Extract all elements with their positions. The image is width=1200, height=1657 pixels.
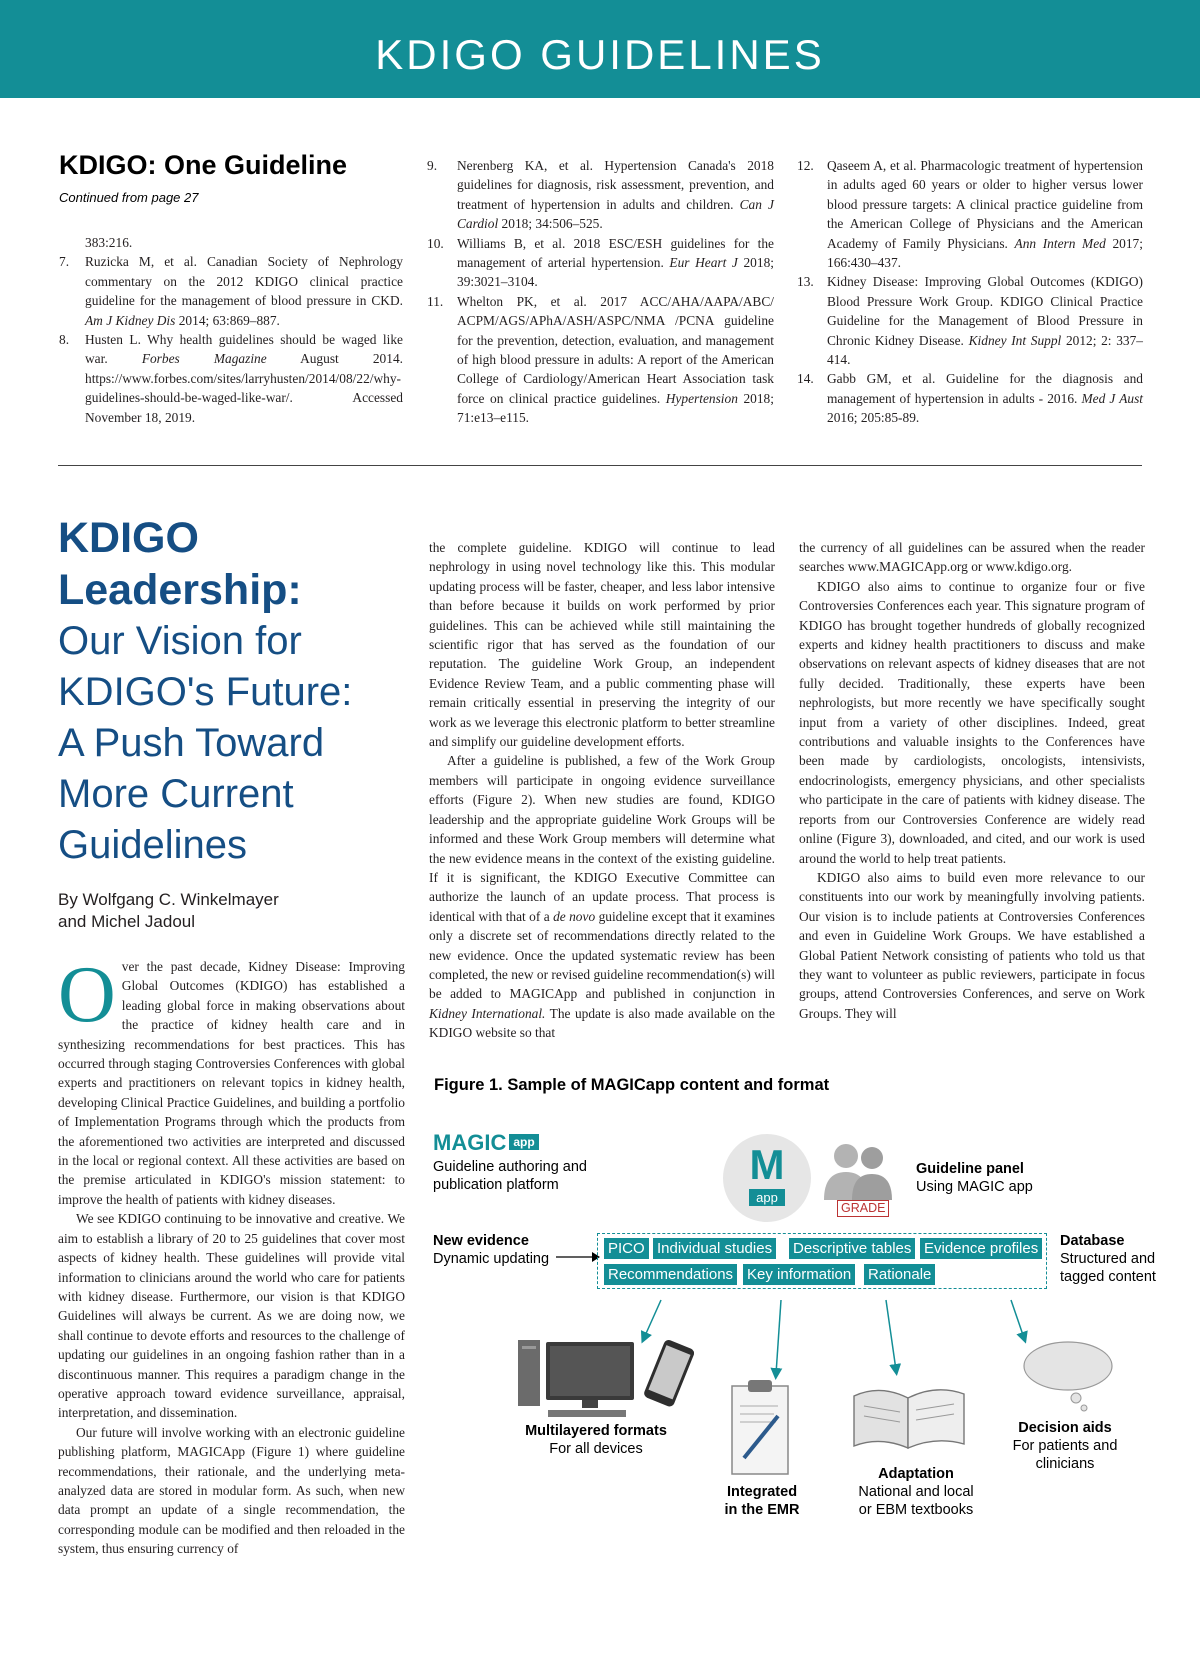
reference-item: 13. Kidney Disease: Improving Global Outcomes (KDIGO) Blood Pressure Work Group. KDIGO Clinical Practice Guideline for the Management of Blood Pressure in Chronic Kidney Disease. Kidney Int Suppl 2012; 2: 337–414.: [797, 274, 1143, 368]
magic-logo: MAGIC app: [433, 1130, 539, 1156]
reference-item: 8. Husten L. Why health guidelines should be waged like war. Forbes Magazine August 2014. https://www.forbes.com/sites/larryhusten/2014/08/22/why-guidelines-should-be-waged-like-war/. Accessed November 18, 2019.: [59, 332, 403, 425]
figure-title: Figure 1. Sample of MAGICapp content and format: [434, 1076, 830, 1094]
banner-title: KDIGO GUIDELINES: [375, 31, 825, 78]
tag-individual-studies: Individual studies: [653, 1238, 776, 1259]
reference-item: 9. Nerenberg KA, et al. Hypertension Canada's 2018 guidelines for diagnosis, risk assessment, prevention, and treatment of hypertension in adults and children. Can J Cardiol 2018; 34:506–525.: [427, 158, 774, 232]
section-divider: [58, 465, 1142, 466]
clipboard-icon: [730, 1380, 790, 1476]
reference-continuation: 383:216.: [85, 235, 133, 250]
thought-cloud-icon: [1016, 1336, 1120, 1414]
grade-label: GRADE: [837, 1200, 889, 1217]
new-evidence-label: New evidence Dynamic updating: [433, 1233, 550, 1267]
article-title: KDIGO Leadership: Our Vision for KDIGO's Future: A Push Toward More Current Guidelines: [58, 514, 353, 867]
tag-pico: PICO: [604, 1238, 649, 1259]
article-paragraph: KDIGO also aims to build even more relevance to our constituents into our work by meaningfully involving patients. Our vision is to include patients at Controversies Conferences and even in Guideline Work Groups. We have established a Global Patient Network consisting of patients who told us that they want to volunteer as public reviewers, participate in focus groups, attend Controversies Conferences, and serve on Work Groups. They will: [799, 869, 1145, 1021]
article-paragraph: Over the past decade, Kidney Disease: Improving Global Outcomes (KDIGO) has established a leading global force in making observations about the practice of kidney health care and in synthesizing recommendations for best practices. This has occurred through staging Controversies Conferences with global experts and practitioners on relevant topics in kidney health, developing Clinical Practice Guidelines, and building a portfolio of Implementation Programs through which the products from the aforementioned two activities are interpreted and discussed in the local or regional context. All these activities are based on the premise articulated in KDIGO's mission statement: to improve the health of patients with kidney diseases.: [58, 951, 405, 1207]
tag-descriptive-tables: Descriptive tables: [789, 1238, 915, 1259]
references-column-1: [59, 233, 403, 427]
app-badge: app: [749, 1189, 785, 1206]
devices-icon: [518, 1336, 694, 1420]
guideline-panel-label: Guideline panel Using MAGIC app: [916, 1161, 1033, 1195]
reference-item: 10. Williams B, et al. 2018 ESC/ESH guidelines for the management of arterial hypertension. Eur Heart J 2018; 39:3021–3104.: [427, 235, 774, 290]
integrated-emr-label: Integrated in the EMR: [724, 1484, 800, 1518]
arrow-icon: [556, 1250, 600, 1264]
drop-cap: O: [58, 951, 116, 1039]
continued-note: Continued from page 27: [59, 190, 199, 205]
article-column-2: [429, 538, 775, 1043]
people-icon: [822, 1140, 894, 1202]
tag-key-information: Key information: [743, 1264, 855, 1285]
platform-description: Guideline authoring and publication platform: [433, 1159, 587, 1193]
section-title: KDIGO: One Guideline: [59, 150, 348, 180]
adaptation-label: Adaptation National and local or EBM textbooks: [858, 1466, 974, 1518]
m-letter: M: [749, 1141, 785, 1188]
article-paragraph: the currency of all guidelines can be assured when the reader searches www.MAGICApp.org or www.kdigo.org.: [799, 540, 1145, 575]
byline: By Wolfgang C. Winkelmayer and Michel Jadoul: [58, 890, 279, 931]
tag-rationale: Rationale: [864, 1264, 935, 1285]
article-paragraph: KDIGO also aims to continue to organize four or five Controversies Conferences each year. This signature program of KDIGO has brought together hundreds of globally recognized experts and kidney health practitioners to discuss and make observations on relevant aspects of kidney diseases that are not fully decided. Traditionally, these experts have been nephrologists, but more recently we have specifically sought input from a variety of other disciplines. Indeed, great contributions and valuable insights to the Conferences have been made by cardiologists, oncologists, intensivists, endocrinologists, emergency physicians, and other specialists who participate in the care of patients with kidney disease. The reports from our Controversies Conference are widely read online (Figure 3), downloaded, and cited, and our work is used around the world to help treat patients.: [799, 578, 1145, 866]
tag-evidence-profiles: Evidence profiles: [920, 1238, 1042, 1259]
multilayered-formats-label: Multilayered formats For all devices: [525, 1423, 667, 1457]
database-label: Database Structured and tagged content: [1060, 1233, 1156, 1285]
reference-item: 11. Whelton PK, et al. 2017 ACC/AHA/AAPA/ABC/ ACPM/AGS/APhA/ASH/ASPC/NMA /PCNA guideline for the prevention, detection, evaluation, and management of high blood pressure in adults: A report of the American College of Cardiology/American Heart Association task force on clinical practice guidelines. Hypertension 2018; 71:e13–e115.: [427, 293, 774, 426]
article-paragraph: After a guideline is published, a few of the Work Group members will participate in ongoing evidence surveillance efforts (Figure 2). When new studies are found, KDIGO leadership and the appropriate guideline Work Groups will be informed and these Work Group members will determine what the new evidence means in the context of the existing guideline. If it is significant, the KDIGO Executive Committee can authorize the launch of an update process. That process is identical with that of a de novo guideline except that it examines only a discrete set of recommendations directly related to the new evidence. Once the updated systematic review has been completed, the new or revised guideline recommendation(s) will be added to MAGICApp and published in conjunction in Kidney International. The update is also made available on the KDIGO website so that: [429, 753, 776, 1041]
article-paragraph: Our future will involve working with an electronic guideline publishing platform, MAGICApp (Figure 1) where guideline recommendations, their rationale, and the underlying meta-analyzed data are stored in modular form. As such, when new data prompt an update of a single recommendation, the corresponding module can be modified and then reloaded in the system, thus ensuring currency of: [58, 1424, 405, 1557]
reference-item: 7. Ruzicka M, et al. Canadian Society of Nephrology commentary on the 2012 KDIGO clinical practice guideline for the management of blood pressure in CKD. Am J Kidney Dis 2014; 63:869–887.: [59, 254, 403, 328]
article-paragraph: the complete guideline. KDIGO will continue to lead nephrology in using novel technology like this. This modular updating process will be faster, cheaper, and less labor intensive than before because it builds on work performed by prior guidelines. This can be achieved while still maintaining the scientific rigor that has served as the foundation of our reputation. The guideline Work Group, an independent Evidence Review Team, and a public commenting phase will remain critically essential in preserving the integrity of our work as we leverage this electronic platform to better streamline and simplify our guideline development efforts.: [429, 540, 775, 750]
book-icon: [850, 1382, 968, 1452]
reference-item: 12. Qaseem A, et al. Pharmacologic treatment of hypertension in adults aged 60 years or older to higher versus lower blood pressure targets: A clinical practice guideline from the American College of Physicians and the American Academy of Family Physicians. Ann Intern Med 2017; 166:430–437.: [797, 158, 1143, 271]
references-column-3: [797, 156, 1143, 428]
article-paragraph: We see KDIGO continuing to be innovative and creative. We aim to establish a library of 20 to 25 guidelines that cover most aspects of kidney health. These guidelines will provide vital information to clinicians around the world who care for patients with kidney disease. Furthermore, our vision is that KDIGO Guidelines will always be current. As we are doing now, we shall continue to devote efforts and resources to the challenge of updating our guidelines in an ongoing fashion rather than in a discontinuous manner. This requires a paradigm change in the operative approach toward evidence surveillance, appraisal, interpretation, and dissemination.: [58, 1211, 405, 1421]
reference-item: 14. Gabb GM, et al. Guideline for the diagnosis and management of hypertension in adults - 2016. Med J Aust 2016; 205:85-89.: [797, 371, 1143, 426]
article-column-1: [58, 951, 405, 1559]
article-column-3: [799, 538, 1145, 1023]
references-column-2: [427, 156, 774, 428]
tag-recommendations: Recommendations: [604, 1264, 737, 1285]
decision-aids-label: Decision aids For patients and clinicians: [1012, 1420, 1118, 1472]
